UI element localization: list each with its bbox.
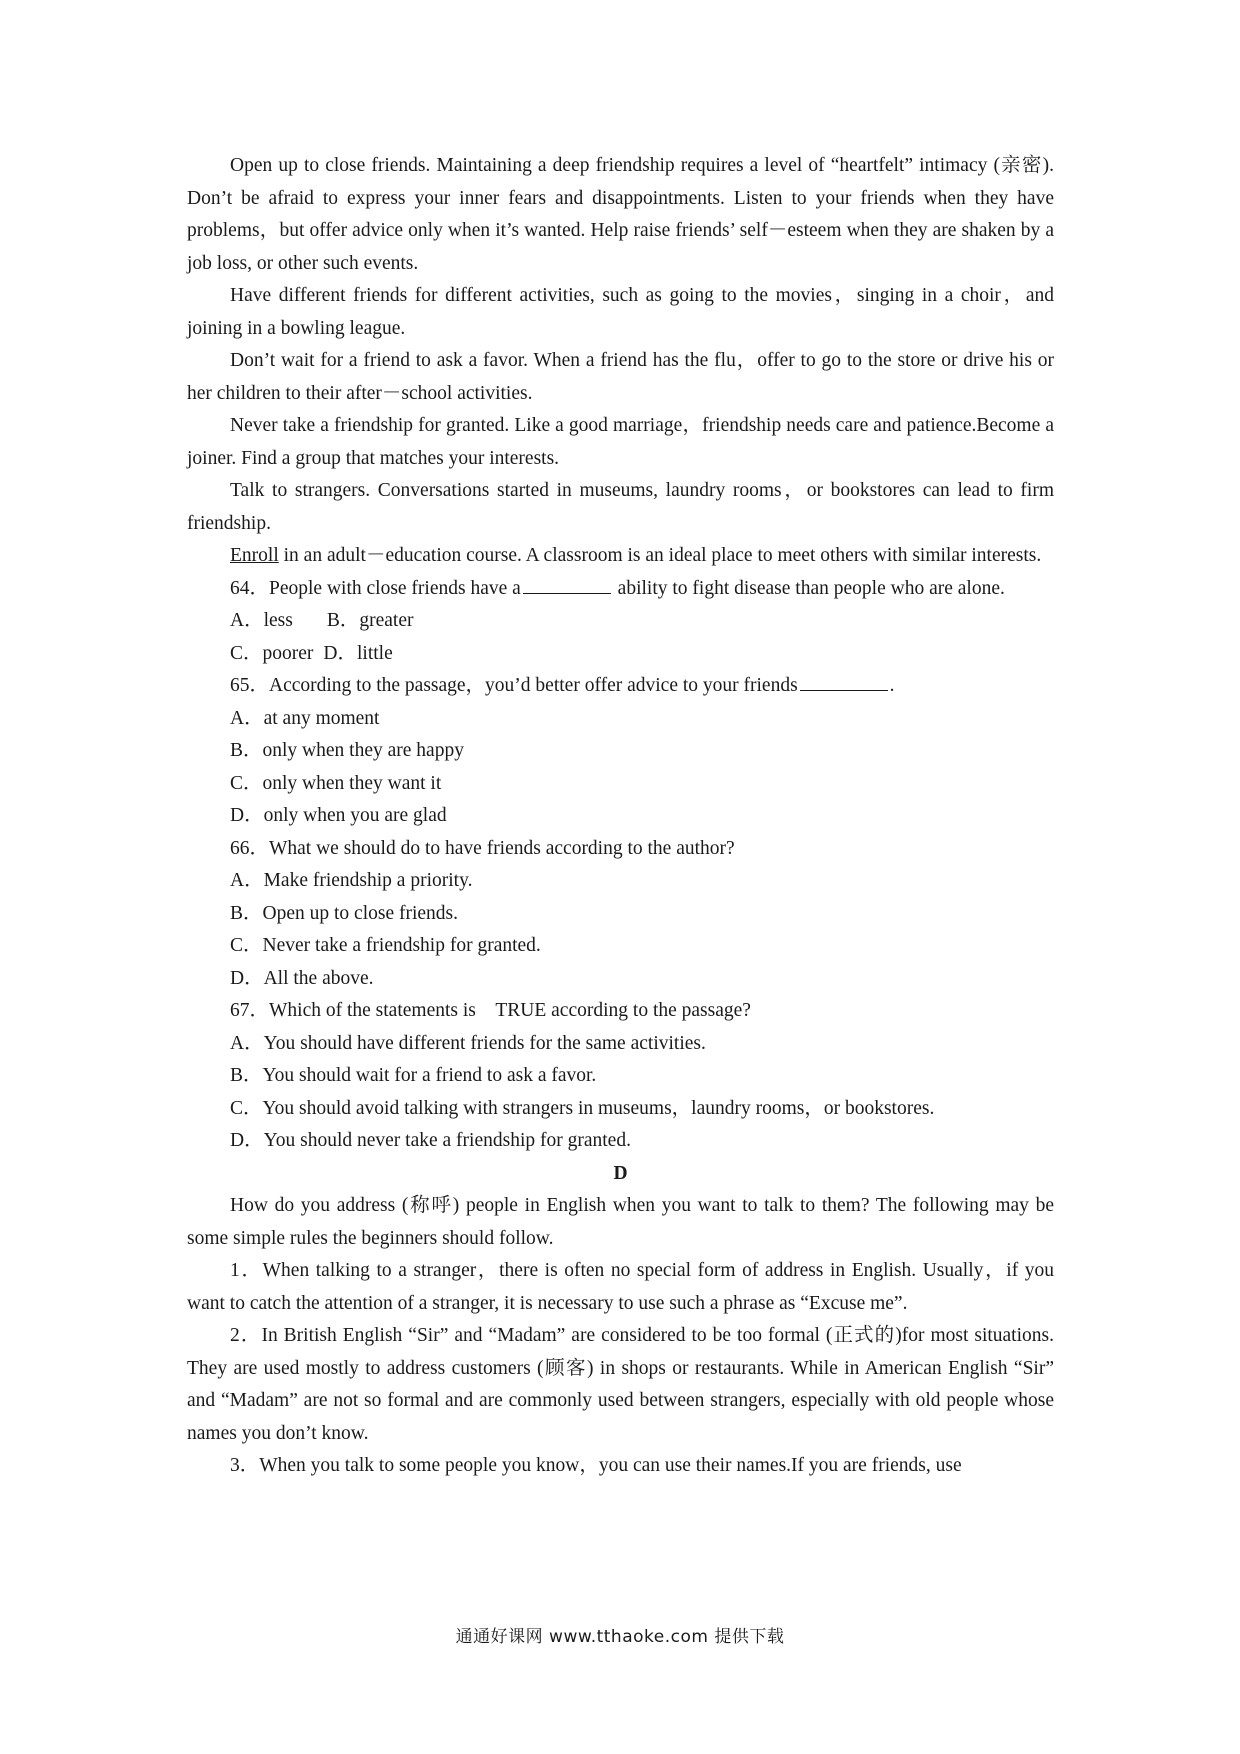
passage-paragraph: How do you address (称呼) people in English when you want to talk to them? The following may be some simple rules the beginners should follow. (187, 1195, 1054, 1249)
answer-blank (523, 592, 611, 594)
option-text: You should wait for a friend to ask a favor. (262, 1065, 597, 1086)
option-letter: D． (230, 967, 264, 989)
passage-paragraph: 2．In British English “Sir” and “Madam” are considered to be too formal (正式的)for most situations. They are used mostly to address customers (顾客) in shops or restaurants. While in American English “Sir” and “Madam” are not so formal and are commonly used between strangers, especially with old people whose names you don’t know. (187, 1325, 1054, 1444)
option (187, 963, 1054, 996)
options-row (187, 638, 1054, 671)
section-heading: D (613, 1162, 628, 1184)
option-letter: B． (230, 740, 263, 761)
options-row (187, 605, 1054, 638)
option-text: You should avoid talking with strangers in museums，laundry rooms，or bookstores. (262, 1097, 935, 1119)
option (187, 1028, 1054, 1061)
passage-paragraph: Have different friends for different activities, such as going to the movies，singing in a choir，and joining in a bowling league. (187, 285, 1054, 339)
answer-blank (800, 689, 888, 691)
option-text: You should never take a friendship for granted. (263, 1130, 631, 1151)
option (187, 898, 1054, 931)
paragraph-text: in an adult－education course. A classroom is an ideal place to meet others with similar interests. (278, 545, 1042, 566)
passage-paragraph: 1．When talking to a stranger，there is often no special form of address in English. Usually，if you want to catch the attention of a stranger, it is necessary to use such a phrase as “Excuse me”. (187, 1260, 1054, 1314)
option-letter: C． (230, 772, 263, 794)
option (187, 735, 1054, 768)
option-text: only when you are glad (263, 805, 447, 826)
option-text: only when they are happy (262, 740, 464, 761)
option-text: poorer (262, 642, 314, 664)
underlined-word: Enroll (230, 545, 279, 566)
option-text: All the above. (263, 967, 374, 989)
option-letter: C． (230, 1097, 263, 1119)
question-66: 66．What we should do to have friends according to the author? (230, 837, 735, 859)
option (187, 1093, 1054, 1126)
page-footer: 通通好课网 www.tthaoke.com 提供下载 (455, 1627, 785, 1647)
passage-paragraph: Talk to strangers. Conversations started in museums, laundry rooms，or bookstores can lead to firm friendship. (187, 480, 1054, 534)
option-letter: D． (323, 642, 358, 664)
option-letter: D． (230, 1130, 264, 1151)
option-text: at any moment (263, 707, 380, 729)
question-65 (187, 670, 1054, 703)
option (187, 800, 1054, 833)
question-stem-tail: . (889, 675, 895, 696)
passage-paragraph: 3．When you talk to some people you know，you can use their names.If you are friends, use (230, 1455, 962, 1476)
option-letter: B． (326, 610, 360, 631)
option-letter: A． (230, 610, 264, 631)
passage-paragraph-enroll (187, 540, 1054, 573)
question-67: 67．Which of the statements is TRUE according to the passage? (230, 1000, 751, 1021)
option (187, 930, 1054, 963)
question-64 (187, 573, 1054, 606)
option-text: less (263, 610, 293, 631)
option-letter: C． (230, 642, 263, 664)
question-stem: 64．People with close friends have a (230, 577, 521, 599)
question-stem: 65．According to the passage，you’d better offer advice to your friends (230, 675, 798, 696)
passage-paragraph: Don’t wait for a friend to ask a favor. When a friend has the flu，offer to go to the store or drive his or her children to their after－school activities. (187, 350, 1054, 404)
option-text: little (357, 642, 393, 664)
option-text: only when they want it (262, 772, 442, 794)
option-text: You should have different friends for the same activities. (263, 1032, 706, 1054)
question-stem-tail: ability to fight disease than people who are alone. (612, 577, 1005, 599)
option-letter: D． (230, 805, 264, 826)
option-text: greater (359, 610, 414, 631)
option-letter: A． (230, 870, 264, 891)
option-letter: B． (230, 902, 263, 924)
option-letter: A． (230, 1032, 264, 1054)
option-letter: A． (230, 707, 264, 729)
option-text: Make friendship a priority. (263, 870, 473, 891)
option (187, 768, 1054, 801)
option-text: Open up to close friends. (262, 902, 459, 924)
option-text: Never take a friendship for granted. (262, 935, 541, 956)
option (187, 703, 1054, 736)
option-letter: B． (230, 1065, 263, 1086)
option (187, 865, 1054, 898)
option (187, 1060, 1054, 1093)
document-body (187, 150, 1054, 1483)
passage-paragraph: Open up to close friends. Maintaining a deep friendship requires a level of “heartfelt” intimacy (亲密). Don’t be afraid to express your inner fears and disappointments. Listen to your friends when they have problems，but offer advice only when it’s wanted. Help raise friends’ self－esteem when they are shaken by a job loss, or other such events. (187, 155, 1054, 274)
option (187, 1125, 1054, 1158)
option-letter: C． (230, 935, 263, 956)
passage-paragraph: Never take a friendship for granted. Like a good marriage，friendship needs care and patience.Become a joiner. Find a group that matches your interests. (187, 415, 1054, 469)
